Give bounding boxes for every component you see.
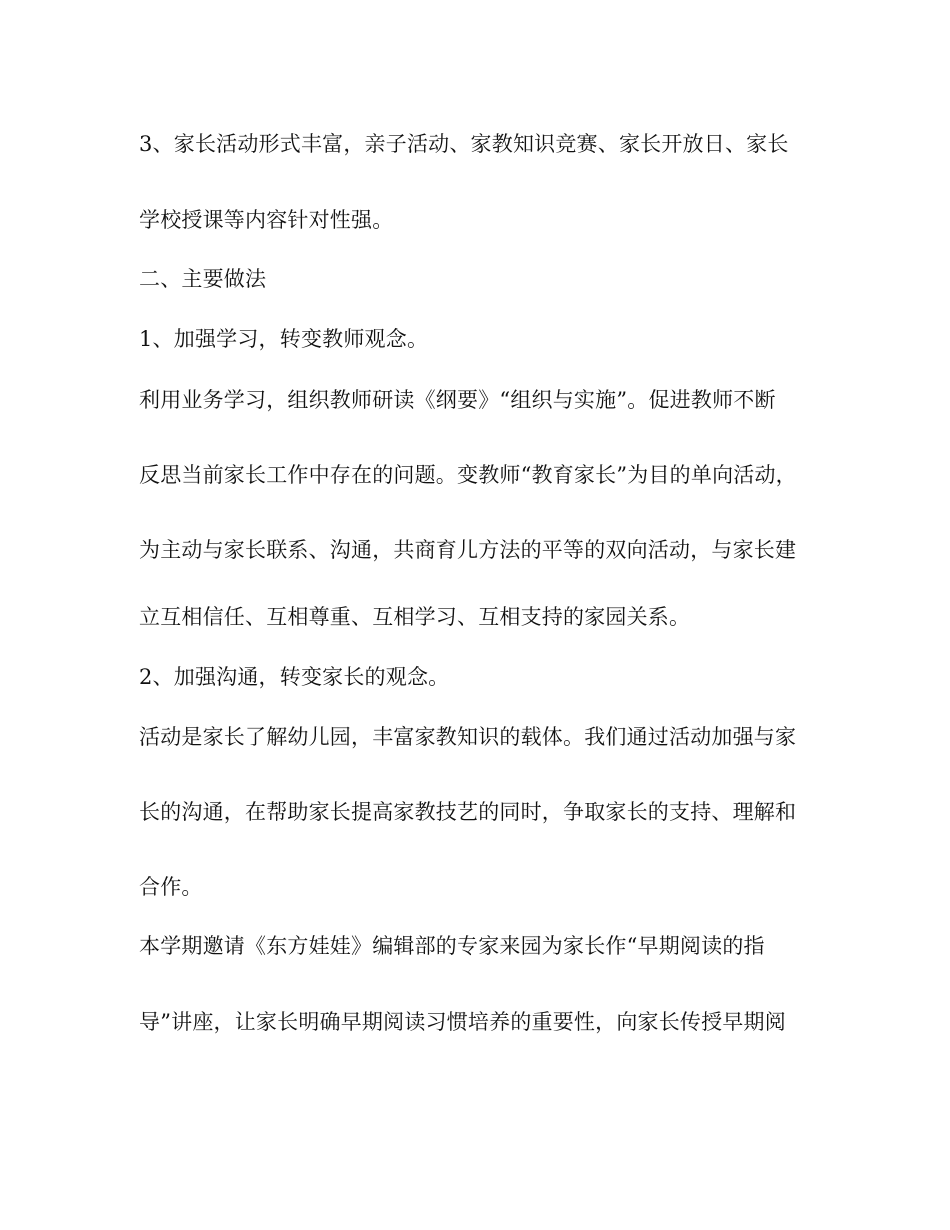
paragraph-line: 学校授课等内容针对性强。 [139,208,394,232]
subsection-heading: 1、加强学习，转变教师观念。 [139,327,429,351]
paragraph-line: 利用业务学习，组织教师研读《纲要》“组织与实施”。促进教师不断 [139,388,776,412]
paragraph-line: 立互相信任、互相尊重、互相学习、互相支持的家园关系。 [139,605,691,629]
paragraph-line: 导”讲座，让家长明确早期阅读习惯培养的重要性，向家长传授早期阅 [139,1010,786,1034]
paragraph-line: 长的沟通，在帮助家长提高家教技艺的同时，争取家长的支持、理解和 [139,800,797,824]
subsection-heading: 2、加强沟通，转变家长的观念。 [139,665,450,689]
paragraph-line: 3、家长活动形式丰富，亲子活动、家教知识竞赛、家长开放日、家长 [139,132,789,156]
paragraph-line: 为主动与家长联系、沟通，共商育儿方法的平等的双向活动，与家长建 [139,538,797,562]
paragraph-line: 活动是家长了解幼儿园，丰富家教知识的载体。我们通过活动加强与家 [139,725,797,749]
paragraph-line: 反思当前家长工作中存在的问题。变教师“教育家长”为目的单向活动， [139,463,797,487]
paragraph-line: 本学期邀请《东方娃娃》编辑部的专家来园为家长作“早期阅读的指 [139,934,765,958]
paragraph-line: 合作。 [139,875,203,899]
section-heading: 二、主要做法 [139,267,267,291]
